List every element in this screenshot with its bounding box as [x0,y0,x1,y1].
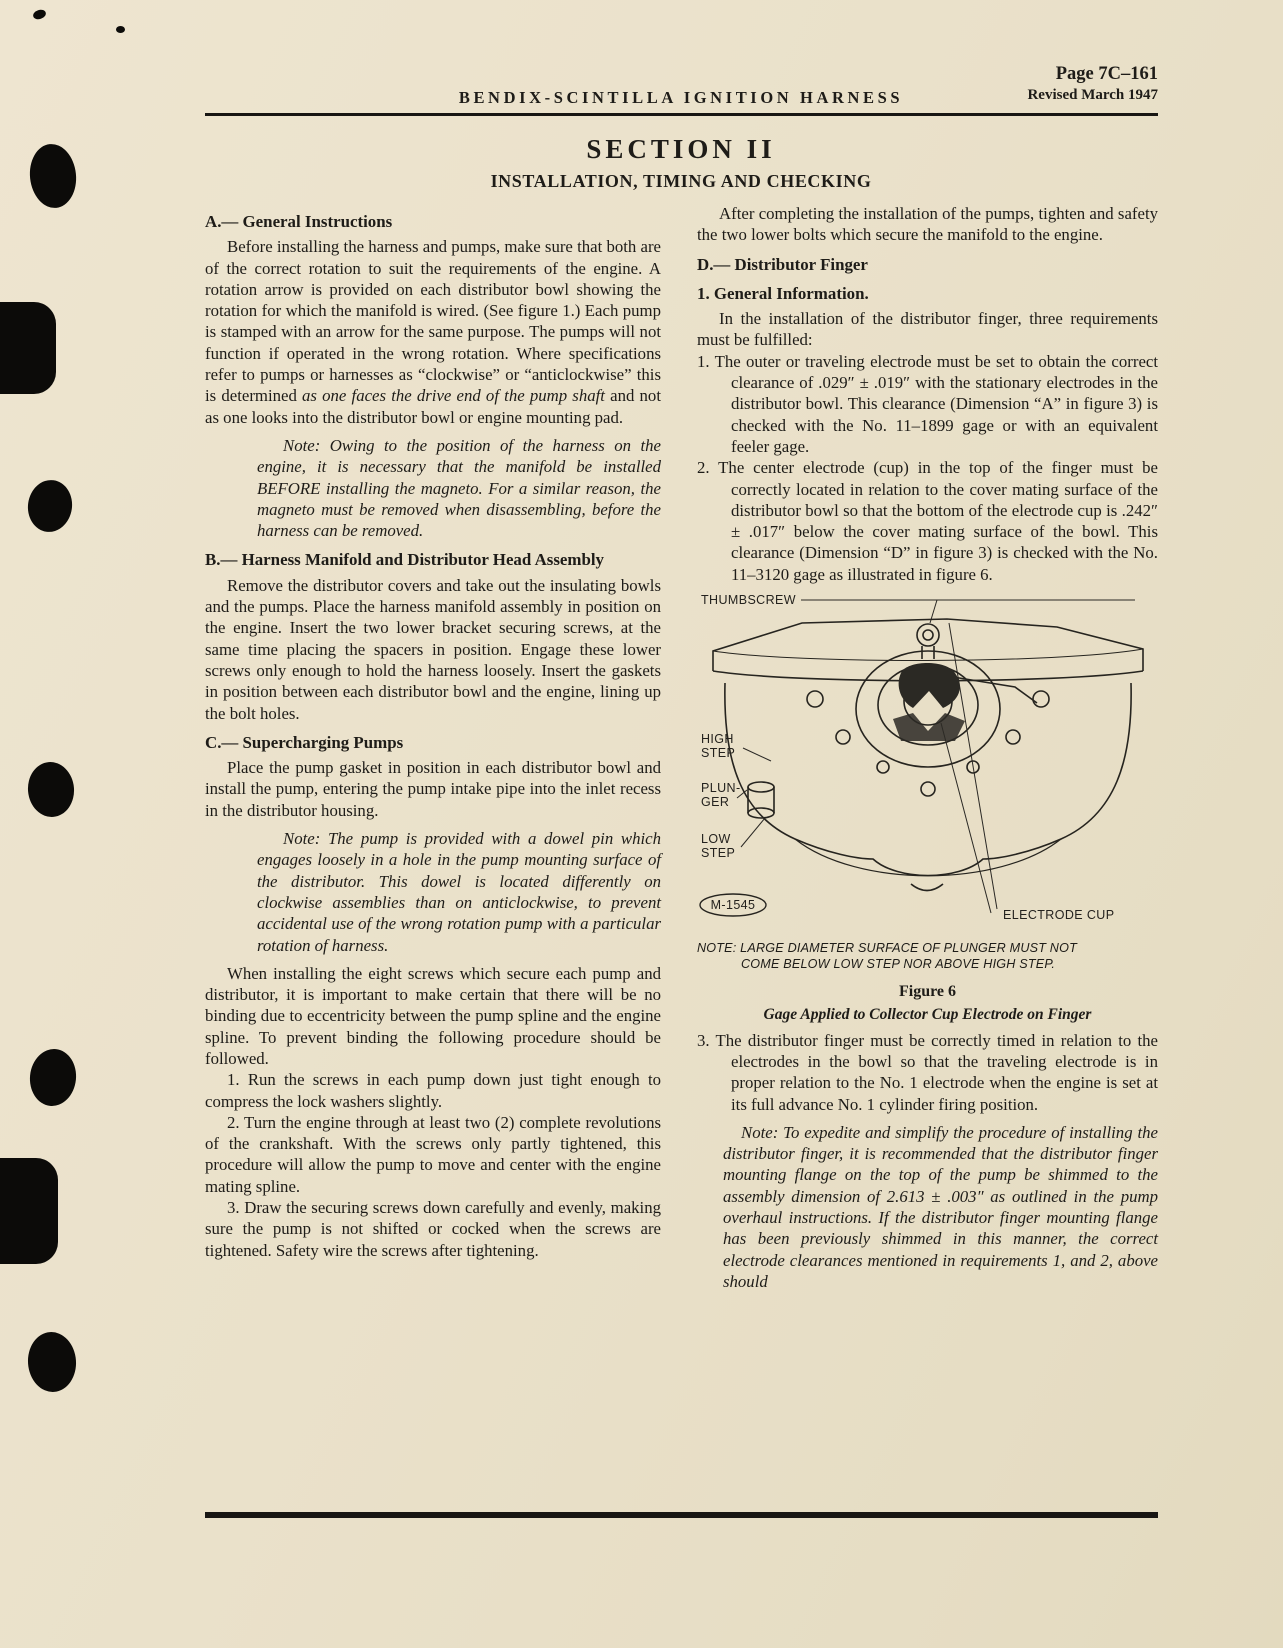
paragraph-harness-manifold: Remove the distributor covers and take out the insulating bowls and the pumps. Place the harness manifold assembly in position on the engine. Insert the two lower bracket securing screws, at the same time placing the spacers in position. Engage these lower screws only enough to hold the harness loosely. Insert the gaskets in position between each distributor bowl and the engine, lining up the bolt holes. [205,575,661,723]
paragraph-general-instructions [205,236,661,428]
label-high-step: HIGH [701,732,734,747]
document-title: BENDIX-SCINTILLA IGNITION HARNESS [458,88,904,107]
requirement-2: 2. The center electrode (cup) in the top of the finger must be correctly located in relation to the cover mating surface of the distributor bowl so that the bottom of the electrode cup is .242″ ± .017″ below the cover mating surface of the bowl. This clearance (Dimension “D” in figure 3) is checked with the No. 11–3120 gage as illustrated in figure 6. [697,458,1158,584]
page-reference [940,64,1158,104]
paragraph-supercharging-pumps: Place the pump gasket in position in each distributor bowl and install the pump, entering the pump intake pipe into the inlet recess in the distributor housing. [205,758,661,820]
text-run: Before installing the harness and pumps, make sure that both are of the correct rotation to suit the requirements of the engine. A rotation arrow is provided on each distributor bowl showing the rotation for which the manifold is wired. (See figure 1.) Each pump is stamped with an arrow for the same purpose. The pumps will not function if operated in the wrong rotation. Where specifications refer to pumps or harnesses as “clockwise” or “anticlockwise” this is determined [205,237,661,406]
paragraph-eight-screws: When installing the eight screws which secure each pump and distributor, it is important to make certain that there will be no binding due to eccentricity between the pump spline and the engine spline. To prevent binding the following procedure should be followed. [205,963,661,1068]
figure-6 [697,591,1158,1026]
figure-note-line: NOTE: LARGE DIAMETER SURFACE OF PLUNGER MUST NOT [697,941,1077,956]
figure-note [697,940,1158,972]
footer-rule [205,1512,1158,1518]
note-dowel-pin: Note: The pump is provided with a dowel pin which engages loosely in a hole in the pump mounting surface of the distributor. This dowel is located differently on clockwise assemblies than on anticlockwise, to prevent accidental use of the wrong rotation pump with a particular rotation of harness. [257,829,661,955]
requirement-3: 3. The distributor finger must be correctly timed in relation to the electrodes in the bowl so that the traveling electrode is in proper relation to the No. 1 electrode when the engine is set at its full advance No. 1 cylinder firing position. [697,1030,1158,1114]
list-item-1: 1. Run the screws in each pump down just tight enough to compress the lock washers slightly. [205,1070,661,1111]
note-shimming: Note: To expedite and simplify the procedure of installing the distributor finger, it is recommended that the distributor finger mounting flange on the top of the pump be shimmed to the assembly dimension of 2.613 ± .003″ as outlined in the pump overhaul instructions. If the distributor finger mounting flange has been previously shimmed in this manner, the correct electrode clearances mentioned in requirements 1, and 2, above should [723,1122,1158,1291]
heading-harness-manifold: B.— Harness Manifold and Distributor Head Assembly [205,550,605,570]
punch-hole [0,302,56,394]
section-title: SECTION II [586,134,776,164]
paragraph-three-requirements: In the installation of the distributor finger, three requirements must be fulfilled: [697,309,1158,350]
punch-hole [0,1158,58,1264]
requirement-1: 1. The outer or traveling electrode must be set to obtain the correct clearance of .029″ ± .019″ with the stationary electrodes in the distributor bowl. This clearance (Dimension “A” in figure 3) is checked with the No. 11–1899 gage or with an equivalent feeler gage. [697,351,1158,456]
heading-supercharging-pumps: C.— Supercharging Pumps [205,732,404,752]
label-m-number: M-1545 [710,898,756,913]
punch-hole [116,26,125,33]
punch-hole [26,760,77,819]
heading-distributor-finger: D.— Distributor Finger [697,254,868,274]
label-thumbscrew: THUMBSCREW [701,593,796,608]
list-item-3: 3. Draw the securing screws down carefully and evenly, making sure the pump is not shifted or cocked when the screws are tightened. Safety wire the screws after tightening. [205,1198,661,1260]
header-rule [205,113,1158,116]
label-low-step: LOW [701,832,731,847]
text-run: and not as one looks into the distributor bowl or engine mounting pad. [205,386,661,427]
heading-general-instructions: A.— General Instructions [205,212,393,231]
figure-note-line: COME BELOW LOW STEP NOR ABOVE HIGH STEP. [741,957,1056,972]
figure-caption-number: Figure 6 [898,983,957,1001]
heading-general-information: 1. General Information. [697,283,869,303]
label-low-step: STEP [701,846,736,861]
list-item-2: 2. Turn the engine through at least two (2) complete revolutions of the crankshaft. With the screws only partly tightened, this procedure will allow the pump to move and center with the engine mating spline. [205,1112,661,1196]
punch-hole [27,1047,79,1108]
left-column [205,203,661,1261]
label-high-step: STEP [701,746,736,761]
note-manifold-before-magneto: Note: Owing to the position of the harness on the engine, it is necessary that the manifold be installed BEFORE installing the magneto. For a similar reason, the magneto must be removed when disassembling, before the harness can be removed. [257,435,661,541]
paragraph-after-installation: After completing the installation of the pumps, tighten and safety the two lower bolts which secure the manifold to the engine. [697,204,1158,245]
punch-hole [26,1330,78,1393]
right-column [697,203,1158,1299]
page-number: Page 7C–161 [1055,64,1158,84]
punch-hole [32,8,47,21]
punch-hole [27,142,79,210]
label-plunger: GER [701,795,730,810]
label-plunger: PLUN- [701,781,741,796]
section-subtitle: INSTALLATION, TIMING AND CHECKING [490,171,872,191]
figure-caption-title: Gage Applied to Collector Cup Electrode on Finger [763,1006,1092,1024]
punch-hole [25,477,76,535]
figure-6-illustration [697,591,1158,936]
label-electrode-cup: ELECTRODE CUP [1003,908,1115,923]
text-run-italic: as one faces the drive end of the pump shaft [302,386,605,406]
revision-date: Revised March 1947 [1027,87,1158,103]
